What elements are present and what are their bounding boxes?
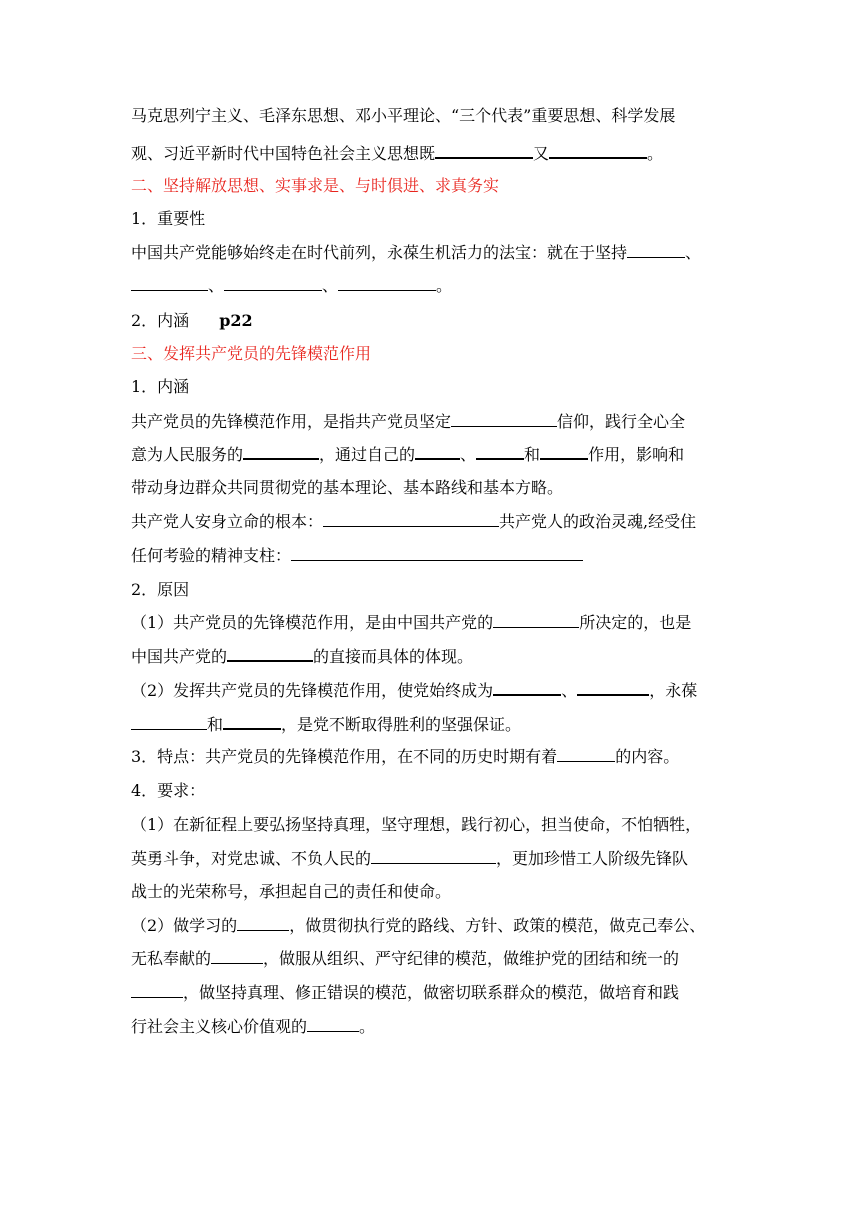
paragraph-line xyxy=(131,478,563,498)
section-title: 三、发挥共产党员的先锋模范作用 xyxy=(131,344,372,363)
paragraph-line xyxy=(131,849,688,869)
text: 观、习近平新时代中国特色社会主义思想既 xyxy=(131,144,436,163)
text: 。 xyxy=(647,144,664,163)
text: 、 xyxy=(208,276,225,295)
text: ，是党不断取得胜利的坚强保证。 xyxy=(281,715,522,734)
text: 带动身边群众共同贯彻党的基本理论、基本路线和基本方略。 xyxy=(131,478,564,497)
subheading-text: 2．内涵 xyxy=(131,311,190,330)
text: 。 xyxy=(359,1017,376,1036)
fill-blank[interactable] xyxy=(227,646,313,662)
section-heading xyxy=(131,344,371,364)
text: 所决定的，也是 xyxy=(579,613,692,632)
fill-blank[interactable] xyxy=(577,680,649,696)
subheading xyxy=(131,311,253,331)
text: ，通过自己的 xyxy=(319,445,416,464)
fill-blank[interactable] xyxy=(493,680,561,696)
text: （1）共产党员的先锋模范作用，是由中国共产党的 xyxy=(131,613,494,632)
text: 意为人民服务的 xyxy=(131,445,244,464)
subheading xyxy=(131,781,205,801)
section-heading xyxy=(131,176,499,196)
subheading xyxy=(131,377,189,397)
text: 的直接而具体的体现。 xyxy=(313,647,474,666)
paragraph-line xyxy=(131,882,451,902)
fill-blank[interactable] xyxy=(627,243,685,258)
paragraph-line xyxy=(131,646,473,667)
paragraph-line xyxy=(131,714,521,735)
fill-blank[interactable] xyxy=(540,444,588,460)
fill-blank[interactable] xyxy=(415,444,460,460)
text: ，永葆 xyxy=(649,681,698,700)
text: 3．特点：共产党员的先锋模范作用，在不同的历史时期有着 xyxy=(131,747,558,766)
page-reference: p22 xyxy=(219,311,253,330)
fill-blank[interactable] xyxy=(476,444,524,460)
text: 、 xyxy=(685,243,702,262)
text: 共产党人安身立命的根本： xyxy=(131,512,324,531)
subheading-text: 2．原因 xyxy=(131,580,190,599)
text: 英勇斗争，对党忠诚、不负人民的 xyxy=(131,849,372,868)
fill-blank[interactable] xyxy=(323,512,499,527)
paragraph-line xyxy=(131,143,663,164)
text: 无私奉献的 xyxy=(131,949,212,968)
text: 作用，影响和 xyxy=(588,445,685,464)
paragraph-line xyxy=(131,680,697,701)
text: （2）做学习的 xyxy=(131,916,238,935)
paragraph-line xyxy=(131,747,679,767)
paragraph-line xyxy=(131,949,679,969)
fill-blank[interactable] xyxy=(371,849,496,864)
fill-blank[interactable] xyxy=(211,949,263,964)
text: ，更加珍惜工人阶级先锋队 xyxy=(496,849,689,868)
paragraph-line xyxy=(131,983,679,1003)
text: ，做服从组织、严守纪律的模范，做维护党的团结和统一的 xyxy=(263,949,680,968)
fill-blank[interactable] xyxy=(224,276,322,291)
fill-blank[interactable] xyxy=(291,546,583,561)
paragraph-line xyxy=(131,512,696,532)
fill-blank[interactable] xyxy=(493,613,579,628)
paragraph-line xyxy=(131,815,701,835)
subheading-text: 1．重要性 xyxy=(131,209,206,228)
text: （2）发挥共产党员的先锋模范作用，使党始终成为 xyxy=(131,681,494,700)
text: 、 xyxy=(561,681,578,700)
text: （1）在新征程上要弘扬坚持真理，坚守理想，践行初心，担当使命，不怕牺牲， xyxy=(131,815,702,834)
fill-blank[interactable] xyxy=(557,747,615,762)
text: ，做坚持真理、修正错误的模范，做密切联系群众的模范，做培育和践 xyxy=(183,983,680,1002)
text: 中国共产党的 xyxy=(131,647,228,666)
text: 又 xyxy=(533,144,550,163)
subheading-text: 1．内涵 xyxy=(131,377,190,396)
text: 、 xyxy=(460,445,477,464)
fill-blank[interactable] xyxy=(237,916,289,931)
text: 、 xyxy=(322,276,339,295)
paragraph-line xyxy=(131,106,675,126)
paragraph-line xyxy=(131,546,583,566)
text: ，做贯彻执行党的路线、方针、政策的模范，做克己奉公、 xyxy=(289,916,706,935)
paragraph-line xyxy=(131,1017,375,1037)
text: 行社会主义核心价值观的 xyxy=(131,1017,308,1036)
fill-blank[interactable] xyxy=(131,276,208,291)
text: 战士的光荣称号，承担起自己的责任和使命。 xyxy=(131,882,452,901)
paragraph-line xyxy=(131,916,705,936)
section-title: 二、坚持解放思想、实事求是、与时俱进、求真务实 xyxy=(131,176,500,195)
fill-blank[interactable] xyxy=(131,983,183,998)
paragraph-line xyxy=(131,276,452,296)
fill-blank[interactable] xyxy=(243,444,319,460)
paragraph-line xyxy=(131,613,691,633)
fill-blank[interactable] xyxy=(451,412,557,427)
text: 信仰，践行全心全 xyxy=(557,412,686,431)
fill-blank[interactable] xyxy=(223,714,281,730)
text: 。 xyxy=(436,276,453,295)
text: 任何考验的精神支柱： xyxy=(131,546,292,565)
subheading xyxy=(131,209,205,229)
fill-blank[interactable] xyxy=(435,143,533,159)
text: 和 xyxy=(524,445,541,464)
text: 和 xyxy=(207,715,224,734)
text: 共产党员的先锋模范作用，是指共产党员坚定 xyxy=(131,412,452,431)
paragraph-line xyxy=(131,444,684,465)
fill-blank[interactable] xyxy=(307,1017,359,1032)
fill-blank[interactable] xyxy=(131,715,207,730)
paragraph-line xyxy=(131,243,701,263)
text: 共产党人的政治灵魂,经受住 xyxy=(499,512,697,531)
text: 的内容。 xyxy=(615,747,680,766)
text: 马克思列宁主义、毛泽东思想、邓小平理论、“三个代表”重要思想、科学发展 xyxy=(131,106,676,125)
text: 中国共产党能够始终走在时代前列，永葆生机活力的法宝：就在于坚持 xyxy=(131,243,628,262)
subheading-text: 4．要求： xyxy=(131,781,206,800)
paragraph-line xyxy=(131,412,685,432)
subheading xyxy=(131,580,189,600)
fill-blank[interactable] xyxy=(549,143,647,159)
fill-blank[interactable] xyxy=(338,276,436,291)
